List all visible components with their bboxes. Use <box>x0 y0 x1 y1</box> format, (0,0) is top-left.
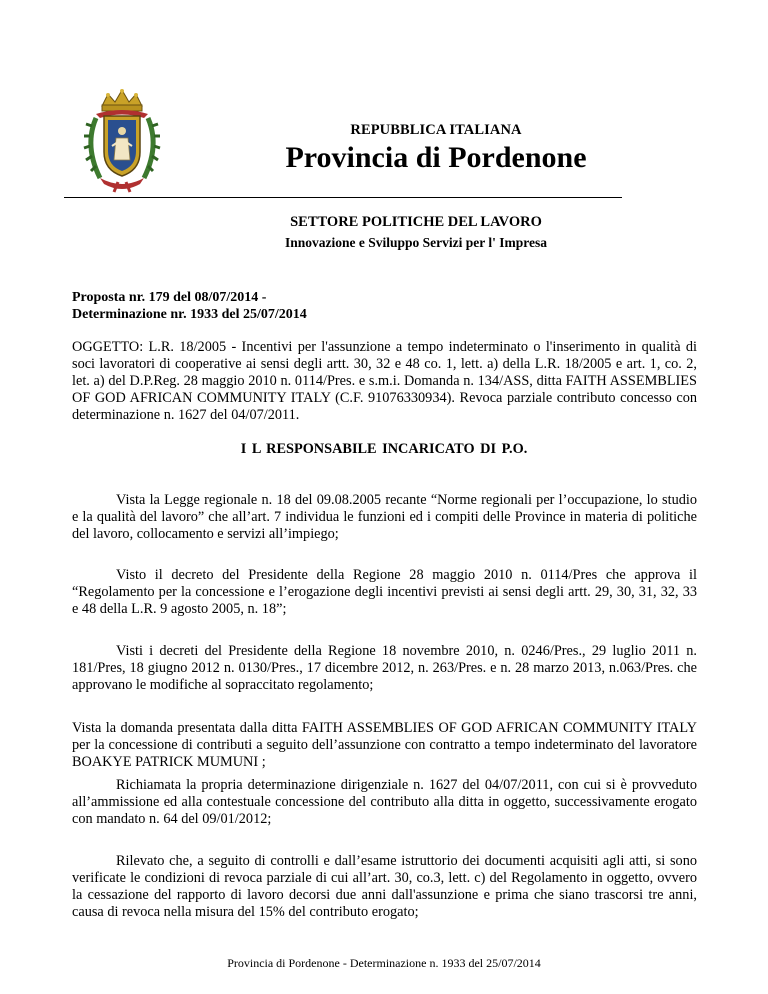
paragraph-decree: Visto il decreto del Presidente della Regione 28 maggio 2010 n. 0114/Pres che approva il “Regolamento per la concessione e l’erogazione degli incentivi previsti ai sensi degli artt. 29, 30, 31, 32, 33 e 48 della L.R. 9 agosto 2005, n. 18”; <box>72 567 697 617</box>
department-title: SETTORE POLITICHE DEL LAVORO <box>290 214 542 230</box>
paragraph-revocation: Rilevato che, a seguito di controlli e dall’esame istruttorio dei documenti acquisiti agli atti, si sono verificate le condizioni di revoca parziale di cui all’art. 30, co.3, lett. c) del Regolamento in oggetto, ovvero la cessazione del rapporto di lavoro decorsi due anni dall'assunzione e prima che siano trascorsi tre anni, causa di revoca nella misura del 15% del contributo erogato; <box>72 853 697 920</box>
department-subtitle: Innovazione e Sviluppo Servizi per l' Impresa <box>284 235 548 250</box>
paragraph-decrees-amendments: Visti i decreti del Presidente della Regione 18 novembre 2010, n. 0246/Pres., 29 luglio 2011 n. 181/Pres, 18 giugno 2012 n. 0130/Pres., 17 dicembre 2012, n. 263/Pres. e n. 28 marzo 2013, n.063/Pres. che approvano le modifiche al sopraccitato regolamento; <box>72 643 697 693</box>
proposal-block <box>72 289 672 323</box>
subject-paragraph: OGGETTO: L.R. 18/2005 - Incentivi per l'assunzione a tempo indeterminato o l'inserimento in qualità di soci lavoratori di cooperative ai sensi degli artt. 30, 32 e 48 co. 1, lett. a) della L.R. 18/2005 e art. 1, co. 2, let. a) del D.P.Reg. 28 maggio 2010 n. 0114/Pres. e s.m.i. Domanda n. 134/ASS, ditta FAITH ASSEMBLIES OF GOD AFRICAN COMMUNITY ITALY (C.F. 91076330934). Revoca parziale contributo concesso con determinazione n. 1627 del 04/07/2011. <box>72 339 697 423</box>
section-heading: I L RESPONSABILE INCARICATO DI P.O. <box>240 441 528 457</box>
page-footer: Provincia di Pordenone - Determinazione n. 1933 del 25/07/2014 <box>227 956 541 970</box>
paragraph-application: Vista la domanda presentata dalla ditta FAITH ASSEMBLIES OF GOD AFRICAN COMMUNITY ITALY per la concessione di contributi a seguito dell’assunzione con contratto a tempo indeterminato del lavoratore BOAKYE PATRICK MUMUNI ; <box>72 720 697 770</box>
paragraph-law: Vista la Legge regionale n. 18 del 09.08.2005 recante “Norme regionali per l’occupazione, lo studio e la qualità del lavoro” che all’art. 7 individua le funzioni ed i compiti delle Province in materia di politiche del lavoro, collocamento e servizi all’impiego; <box>72 492 697 542</box>
determination-number: Determinazione nr. 1933 del 25/07/2014 <box>72 307 307 322</box>
header-divider <box>64 197 622 198</box>
paragraph-determination: Richiamata la propria determinazione dirigenziale n. 1627 del 04/07/2011, con cui si è provveduto all’ammissione ed alla contestuale concessione del contributo alla ditta in oggetto, successivamente erogato con mandato n. 64 del 09/01/2012; <box>72 777 697 827</box>
proposal-number: Proposta nr. 179 del 08/07/2014 - <box>72 290 267 305</box>
republic-title: REPUBBLICA ITALIANA <box>350 122 522 138</box>
province-title: Provincia di Pordenone <box>285 141 587 174</box>
coat-of-arms-icon <box>78 86 166 194</box>
